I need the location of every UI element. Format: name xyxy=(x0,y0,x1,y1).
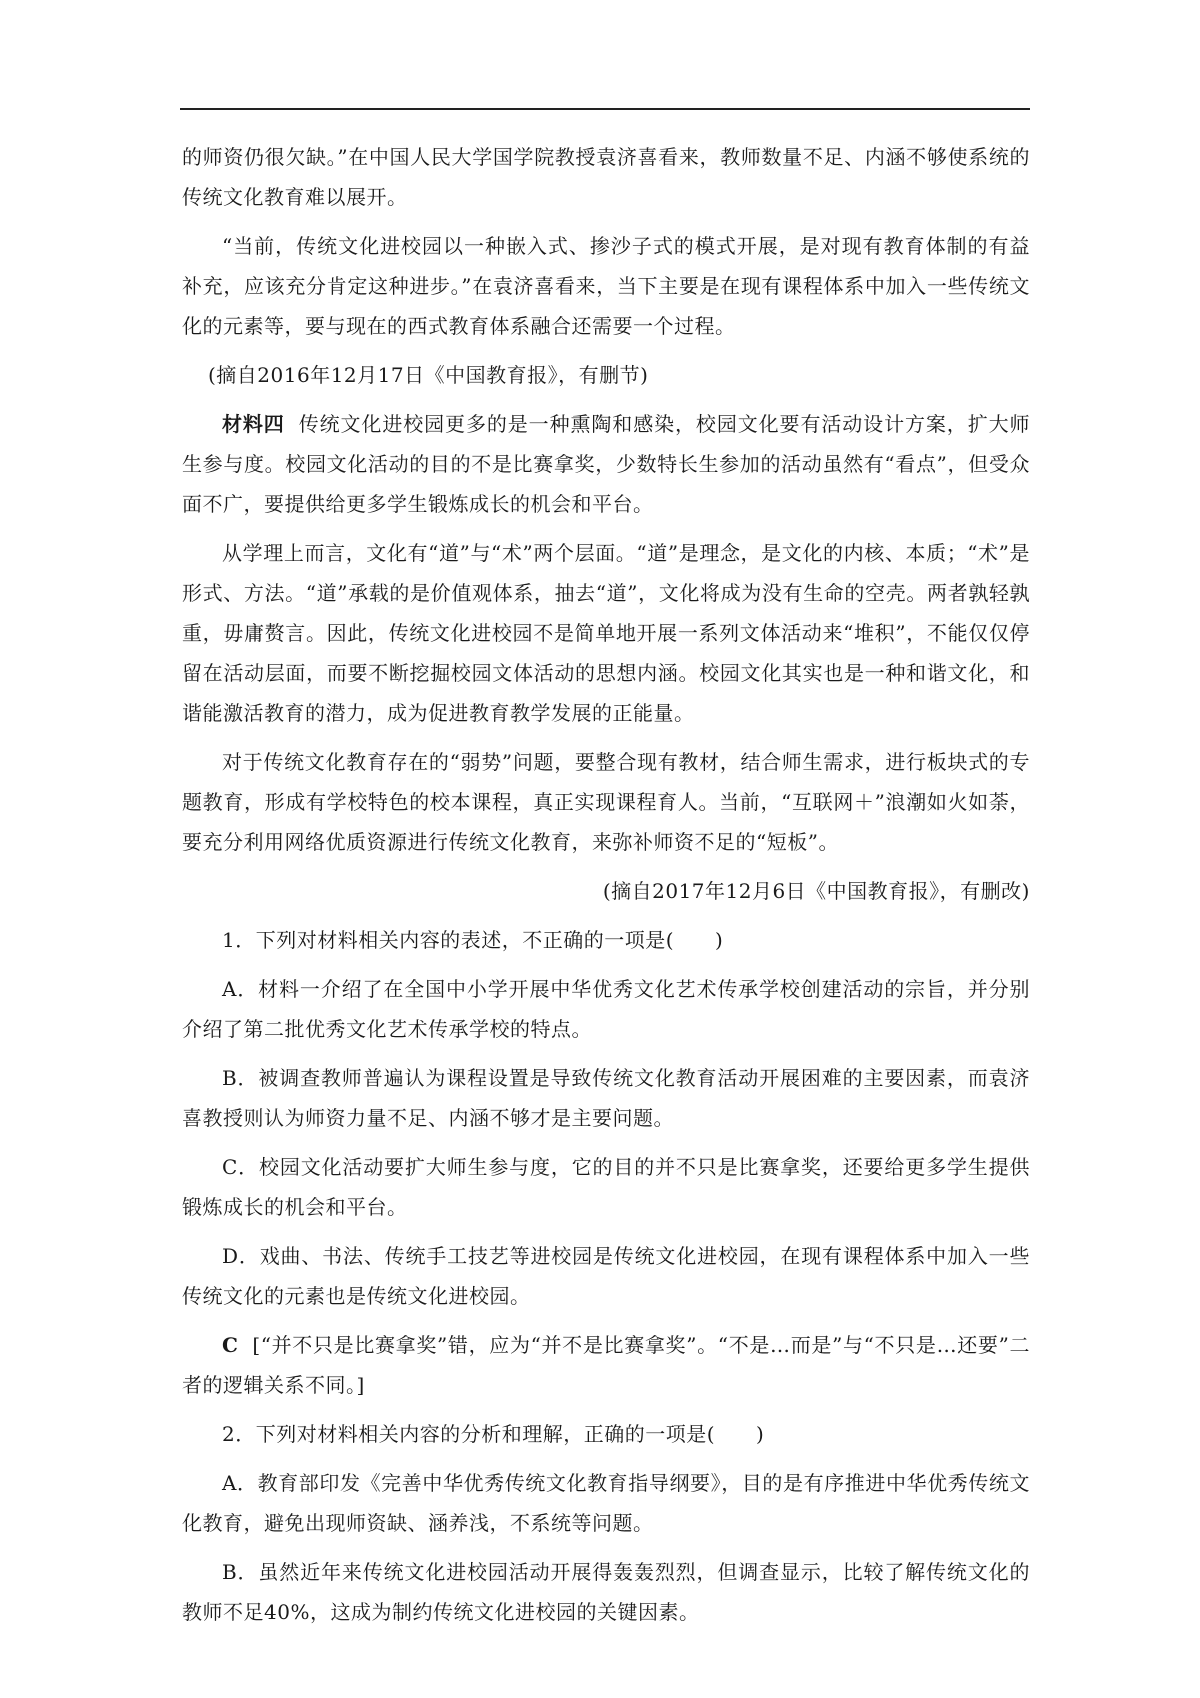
question-2-option-a: A．教育部印发《完善中华优秀传统文化教育指导纲要》，目的是有序推进中华优秀传统文化教育，避免出现师资缺、涵养浅，不系统等问题。 xyxy=(182,1471,1030,1535)
paragraph-weak-points: 对于传统文化教育存在的“弱势”问题，要整合现有教材，结合师生需求，进行板块式的专题教育，形成有学校特色的校本课程，真正实现课程育人。当前，“互联网＋”浪潮如火如荼，要充分利用网络优质资源进行传统文化教育，来弥补师资不足的“短板”。 xyxy=(182,750,1030,854)
paragraph-dao-shu: 从学理上而言，文化有“道”与“术”两个层面。“道”是理念，是文化的内核、本质；“术”是形式、方法。“道”承载的是价值观体系，抽去“道”，文化将成为没有生命的空壳。两者孰轻孰重，毋庸赘言。因此，传统文化进校园不是简单地开展一系列文体活动来“堆积”，不能仅仅停留在活动层面，而要不断挖掘校园文体活动的思想内涵。校园文化其实也是一种和谐文化，和谐能激活教育的潜力，成为促进教育教学发展的正能量。 xyxy=(182,541,1030,725)
source-citation-2017: (摘自2017年12月6日《中国教育报》，有删改) xyxy=(602,879,1030,903)
question-2-stem: 2．下列对材料相关内容的分析和理解，正确的一项是( ) xyxy=(222,1422,765,1446)
source-citation-2016: (摘自2016年12月17日《中国教育报》，有删节) xyxy=(208,363,649,387)
material-four-paragraph xyxy=(182,404,1030,524)
question-1-option-d: D．戏曲、书法、传统手工技艺等进校园是传统文化进校园，在现有课程体系中加入一些传统文化的元素也是传统文化进校园。 xyxy=(182,1244,1030,1308)
question-2-option-b: B．虽然近年来传统文化进校园活动开展得轰轰烈烈，但调查显示，比较了解传统文化的教师不足40%，这成为制约传统文化进校园的关键因素。 xyxy=(182,1560,1030,1624)
question-1-stem: 1．下列对材料相关内容的表述，不正确的一项是( ) xyxy=(222,928,724,952)
question-1-answer xyxy=(182,1325,1030,1405)
answer-letter: C xyxy=(222,1333,239,1357)
material-four-text: 传统文化进校园更多的是一种熏陶和感染，校园文化要有活动设计方案，扩大师生参与度。校园文化活动的目的不是比赛拿奖，少数特长生参加的活动虽然有“看点”，但受众面不广，要提供给更多学生锻炼成长的机会和平台。 xyxy=(182,412,1031,516)
answer-explanation: [“并不只是比赛拿奖”错，应为“并不是比赛拿奖”。“不是…而是”与“不只是…还要”二者的逻辑关系不同。] xyxy=(182,1333,1030,1397)
document-body xyxy=(182,137,1030,1641)
paragraph-yuan-quote: “当前，传统文化进校园以一种嵌入式、掺沙子式的模式开展，是对现有教育体制的有益补充，应该充分肯定这种进步。”在袁济喜看来，当下主要是在现有课程体系中加入一些传统文化的元素等，要与现在的西式教育体系融合还需要一个过程。 xyxy=(182,234,1030,338)
question-1-option-b: B．被调查教师普遍认为课程设置是导致传统文化教育活动开展困难的主要因素，而袁济喜教授则认为师资力量不足、内涵不够才是主要问题。 xyxy=(182,1066,1030,1130)
question-1-option-c: C．校园文化活动要扩大师生参与度，它的目的并不只是比赛拿奖，还要给更多学生提供锻炼成长的机会和平台。 xyxy=(182,1155,1030,1219)
material-four-label: 材料四 xyxy=(222,412,285,436)
paragraph-continuation: 的师资仍很欠缺。”在中国人民大学国学院教授袁济喜看来，教师数量不足、内涵不够使系统的传统文化教育难以展开。 xyxy=(182,145,1030,209)
header-rule xyxy=(180,108,1030,110)
question-1-option-a: A．材料一介绍了在全国中小学开展中华优秀文化艺术传承学校创建活动的宗旨，并分别介绍了第二批优秀文化艺术传承学校的特点。 xyxy=(182,977,1030,1041)
